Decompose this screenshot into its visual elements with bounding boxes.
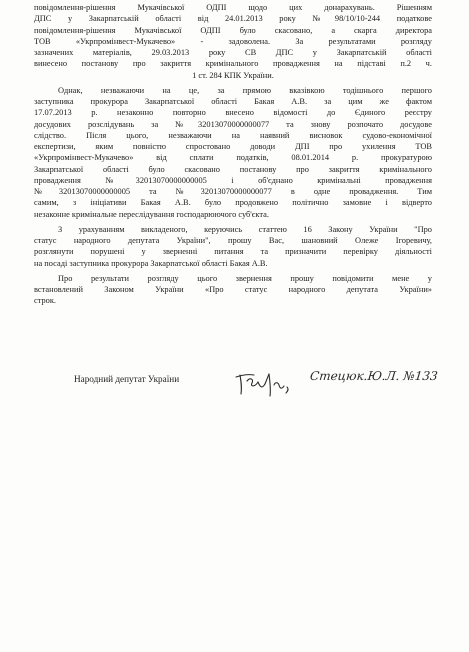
text-line: експертизи, яким повністю спростовано доводи ДПІ про ухилення ТОВ (34, 142, 432, 151)
handwritten-name: Стецюк.Ю.Л. №133 (309, 369, 439, 383)
text-line: заступника прокурора Закарпатської області Бакая А.В. за цим же фактом (34, 97, 432, 106)
text-line: 17.07.2013 р. незаконно повторно внесено відомості до Єдиного реєстру (34, 108, 432, 118)
text-line: слідство. Після цього, незважаючи на наявний висновок судово-економічної (34, 130, 432, 140)
text-line: на посаді заступника прокурора Закарпатської області Бакая А.В. (34, 258, 268, 268)
text-line: З урахуванням викладеного, керуючись статтею 16 Закону України "Про (58, 224, 432, 234)
text-line: розглянути порушені у зверненні питання та призначити перевірку діяльності (34, 247, 432, 257)
text-line: Про результати розгляду цього звернення прошу повідомити мене у (58, 273, 432, 283)
text-line: №32013070000000005 та №32013070000000077 в одне провадження. Тим (34, 187, 432, 196)
paragraph-3 (34, 224, 432, 269)
text-line: самим, з ініціативи Бакая А.В. було продовжено політично замовне і відверто (34, 198, 432, 208)
text-line: ДПС у Закарпатській області від 24.01.2013 року №98/10/10-244 податкове (34, 14, 432, 24)
text-line: встановлений Законом України «Про статус народного депутата України» (34, 285, 432, 294)
text-line: повідомлення-рішення Мукачівської ОДПІ було скасовано, а скарга директора (34, 25, 432, 35)
paragraph-1 (34, 2, 432, 81)
signature-block (74, 371, 444, 401)
signer-title: Народний депутат України (74, 374, 180, 384)
paragraph-2 (34, 85, 432, 220)
text-line: досудових розслідувань за №32013070000000077 та знову розпочато досудове (34, 119, 432, 129)
text-line: винесено постанову про закриття кримінального провадження на підставі п.2 ч. (34, 59, 432, 69)
paragraph-4 (34, 273, 432, 307)
text-line: провадження №32013070000000005 і об'єднано кримінальні провадження (34, 175, 432, 185)
letter-body (34, 2, 432, 307)
text-line: «Укрпромінвест-Мукачево» від сплати податків, 08.01.2014 р. прокуратурою (34, 153, 432, 163)
text-line: Однак, незважаючи на це, за прямою вказівкою тодішнього першого (58, 85, 432, 95)
text-line: Закарпатської області було скасовано постанову про закриття кримінального (34, 164, 432, 174)
text-line: строк. (34, 296, 57, 306)
text-line: статус народного депутата України", прошу Вас, шановний Олеже Ігоревичу, (34, 236, 432, 245)
text-line: зазначених матеріалів, 29.03.2013 року СВ ДПС у Закарпатській області (34, 48, 432, 57)
text-line: ТОВ «Укрпромінвест-Мукачево» - задоволена. За результатами розгляду (34, 36, 432, 46)
text-line: 1 ст. 284 КПК України. (192, 70, 274, 80)
text-line: незаконне кримінальне переслідування господарюючого суб'єкта. (34, 209, 269, 219)
text-line: повідомлення-рішення Мукачівської ОДПІ щодо цих донарахувань. Рішенням (34, 3, 432, 12)
